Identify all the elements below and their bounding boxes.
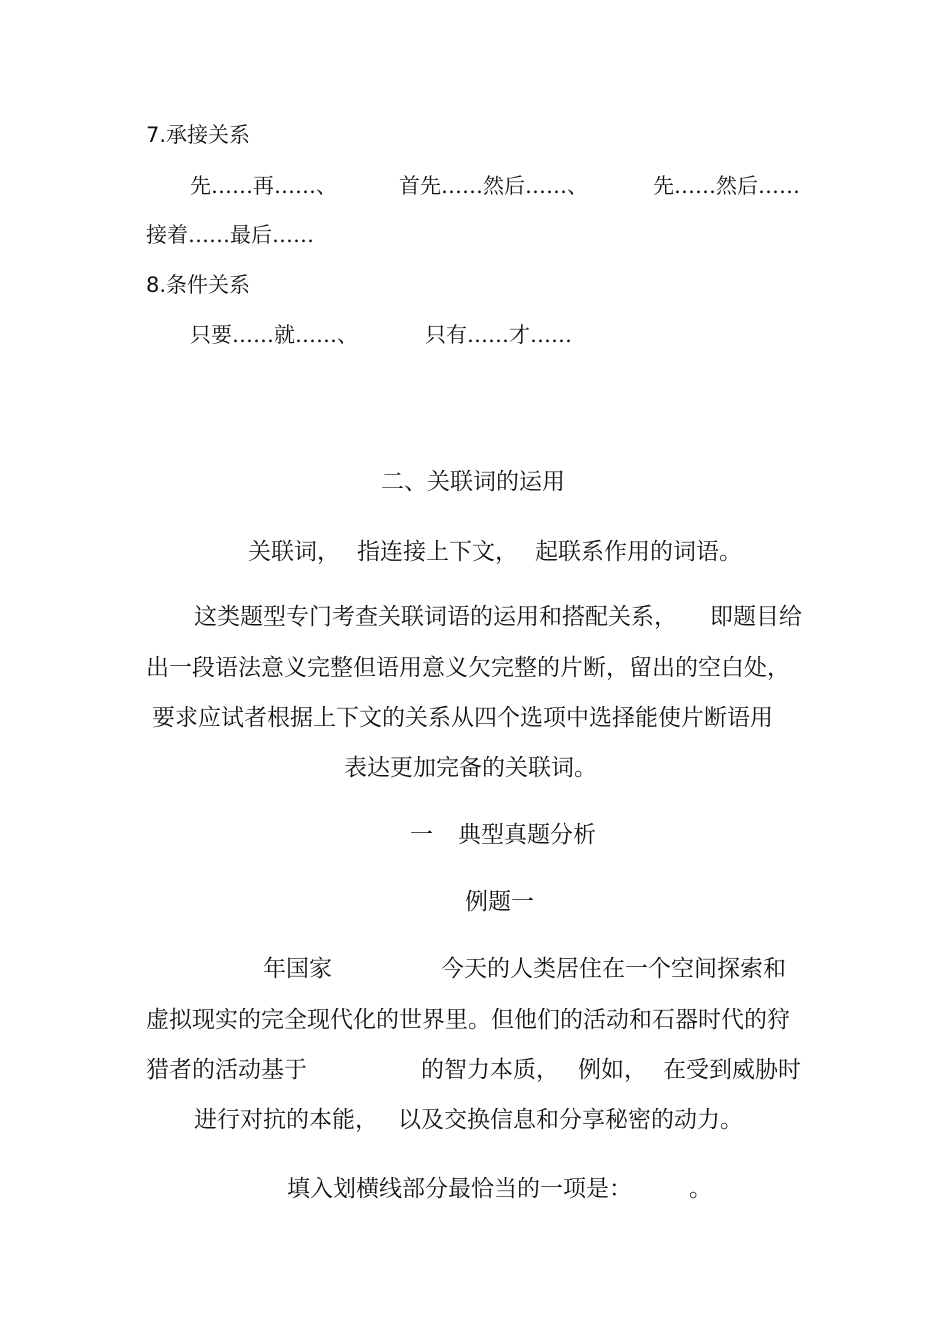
description-line-1a: 这类题型专门考查关联词语的运用和搭配关系， (194, 604, 677, 630)
description-line-3: 要求应试者根据上下文的关系从四个选项中选择能使片断语用 (152, 705, 773, 731)
example-line-1a: 年国家 (263, 956, 332, 982)
example-line-3a: 猎者的活动基于 (146, 1057, 307, 1083)
section-7-item-1: 先……再……、 (190, 174, 337, 198)
description-line-2: 出一段语法意义完整但语用意义欠完整的片断，留出的空白处， (146, 655, 790, 681)
section-7-item-4: 接着……最后…… (146, 223, 314, 247)
description-line-1b: 即题目给 (710, 604, 802, 630)
section-7-item-3: 先……然后…… (653, 174, 800, 198)
definition-part-1: 关联词， (248, 539, 340, 565)
definition-part-2: 指连接上下文， (357, 539, 518, 565)
definition-part-3: 起联系作用的词语。 (535, 539, 742, 565)
question-text: 填入划横线部分最恰当的一项是： (287, 1176, 632, 1202)
subheading-text: 典型真题分析 (458, 822, 596, 848)
example-line-4b: 以及交换信息和分享秘密的动力。 (398, 1107, 743, 1133)
example-line-3c: 例如， (578, 1057, 647, 1083)
example-line-3d: 在受到威胁时 (663, 1057, 801, 1083)
example-title: 例题一 (465, 889, 534, 915)
subheading-number: 一 (410, 822, 433, 848)
section-7-item-2: 首先……然后……、 (399, 174, 588, 198)
example-line-2: 虚拟现实的完全现代化的世界里。但他们的活动和石器时代的狩 (146, 1007, 790, 1033)
section-8-title: 8.条件关系 (146, 273, 251, 297)
part-2-title: 二、关联词的运用 (381, 469, 565, 495)
section-8-item-2: 只有……才…… (425, 323, 572, 347)
description-line-4: 表达更加完备的关联词。 (344, 755, 597, 781)
example-line-1b: 今天的人类居住在一个空间探索和 (441, 956, 786, 982)
example-line-3b: 的智力本质， (421, 1057, 559, 1083)
section-8-item-1: 只要……就……、 (190, 323, 358, 347)
question-period: 。 (689, 1176, 712, 1202)
section-7-title: 7.承接关系 (146, 123, 251, 147)
example-line-4a: 进行对抗的本能， (194, 1107, 378, 1133)
